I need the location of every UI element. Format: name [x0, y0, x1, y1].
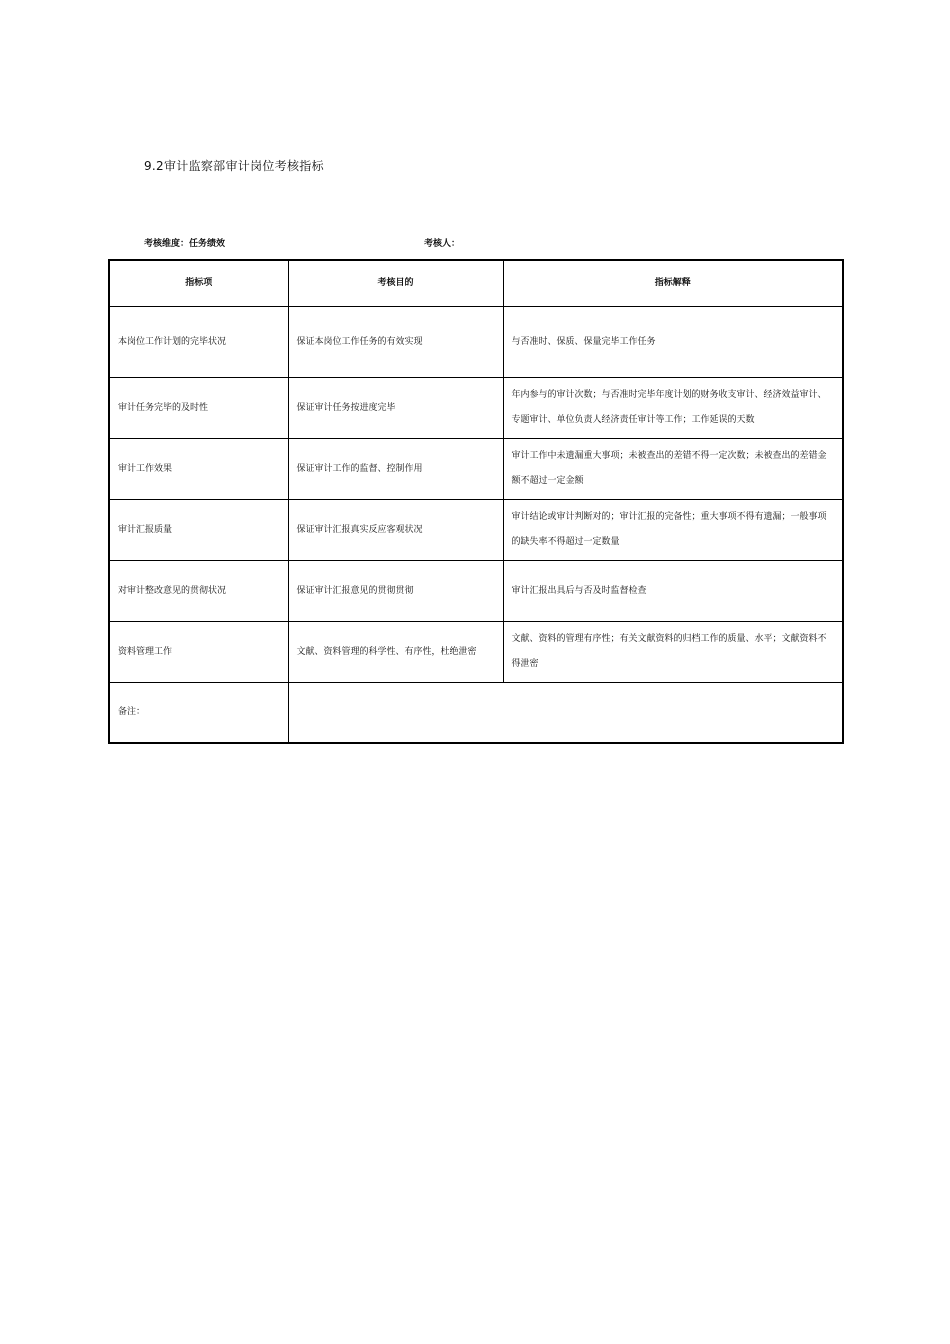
page-title: 9.2审计监察部审计岗位考核指标 — [144, 159, 324, 173]
table-row — [109, 622, 843, 683]
table-row — [109, 307, 843, 378]
table-row — [109, 561, 843, 622]
table-row — [109, 378, 843, 439]
cell-explanation: 审计工作中未遗漏重大事项；未被查出的差错不得一定次数；未被查出的差错金额不超过一定金额 — [503, 439, 843, 500]
assessment-dimension: 考核维度：任务绩效 — [144, 239, 226, 249]
table-header-row — [109, 260, 843, 307]
header-explanation: 指标解释 — [503, 260, 843, 307]
cell-purpose: 保证审计汇报真实反应客观状况 — [288, 500, 503, 561]
cell-explanation: 年内参与的审计次数；与否准时完毕年度计划的财务收支审计、经济效益审计、专题审计、单位负责人经济责任审计等工作；工作延误的天数 — [503, 378, 843, 439]
cell-explanation: 文献、资料的管理有序性；有关文献资料的归档工作的质量、水平；文献资料不得泄密 — [503, 622, 843, 683]
assessor-label: 考核人： — [424, 239, 461, 249]
cell-purpose: 保证审计工作的监督、控制作用 — [288, 439, 503, 500]
table-row — [109, 439, 843, 500]
cell-purpose: 文献、资料管理的科学性、有序性，杜绝泄密 — [288, 622, 503, 683]
cell-indicator: 审计工作效果 — [109, 439, 288, 500]
remarks-row — [109, 683, 843, 744]
cell-purpose: 保证审计汇报意见的贯彻贯彻 — [288, 561, 503, 622]
cell-purpose: 保证本岗位工作任务的有效实现 — [288, 307, 503, 378]
cell-indicator: 资料管理工作 — [109, 622, 288, 683]
cell-indicator: 本岗位工作计划的完毕状况 — [109, 307, 288, 378]
table-row — [109, 500, 843, 561]
header-indicator: 指标项 — [109, 260, 288, 307]
header-purpose: 考核目的 — [288, 260, 503, 307]
cell-explanation: 审计汇报出具后与否及时监督检查 — [503, 561, 843, 622]
cell-indicator: 对审计整改意见的贯彻状况 — [109, 561, 288, 622]
cell-explanation: 与否准时、保质、保量完毕工作任务 — [503, 307, 843, 378]
cell-explanation: 审计结论或审计判断对的；审计汇报的完备性；重大事项不得有遗漏；一般事项的缺失率不得超过一定数量 — [503, 500, 843, 561]
remarks-value — [288, 683, 843, 744]
cell-purpose: 保证审计任务按进度完毕 — [288, 378, 503, 439]
cell-indicator: 审计任务完毕的及时性 — [109, 378, 288, 439]
remarks-label: 备注： — [109, 683, 288, 744]
cell-indicator: 审计汇报质量 — [109, 500, 288, 561]
kpi-table — [108, 259, 844, 744]
